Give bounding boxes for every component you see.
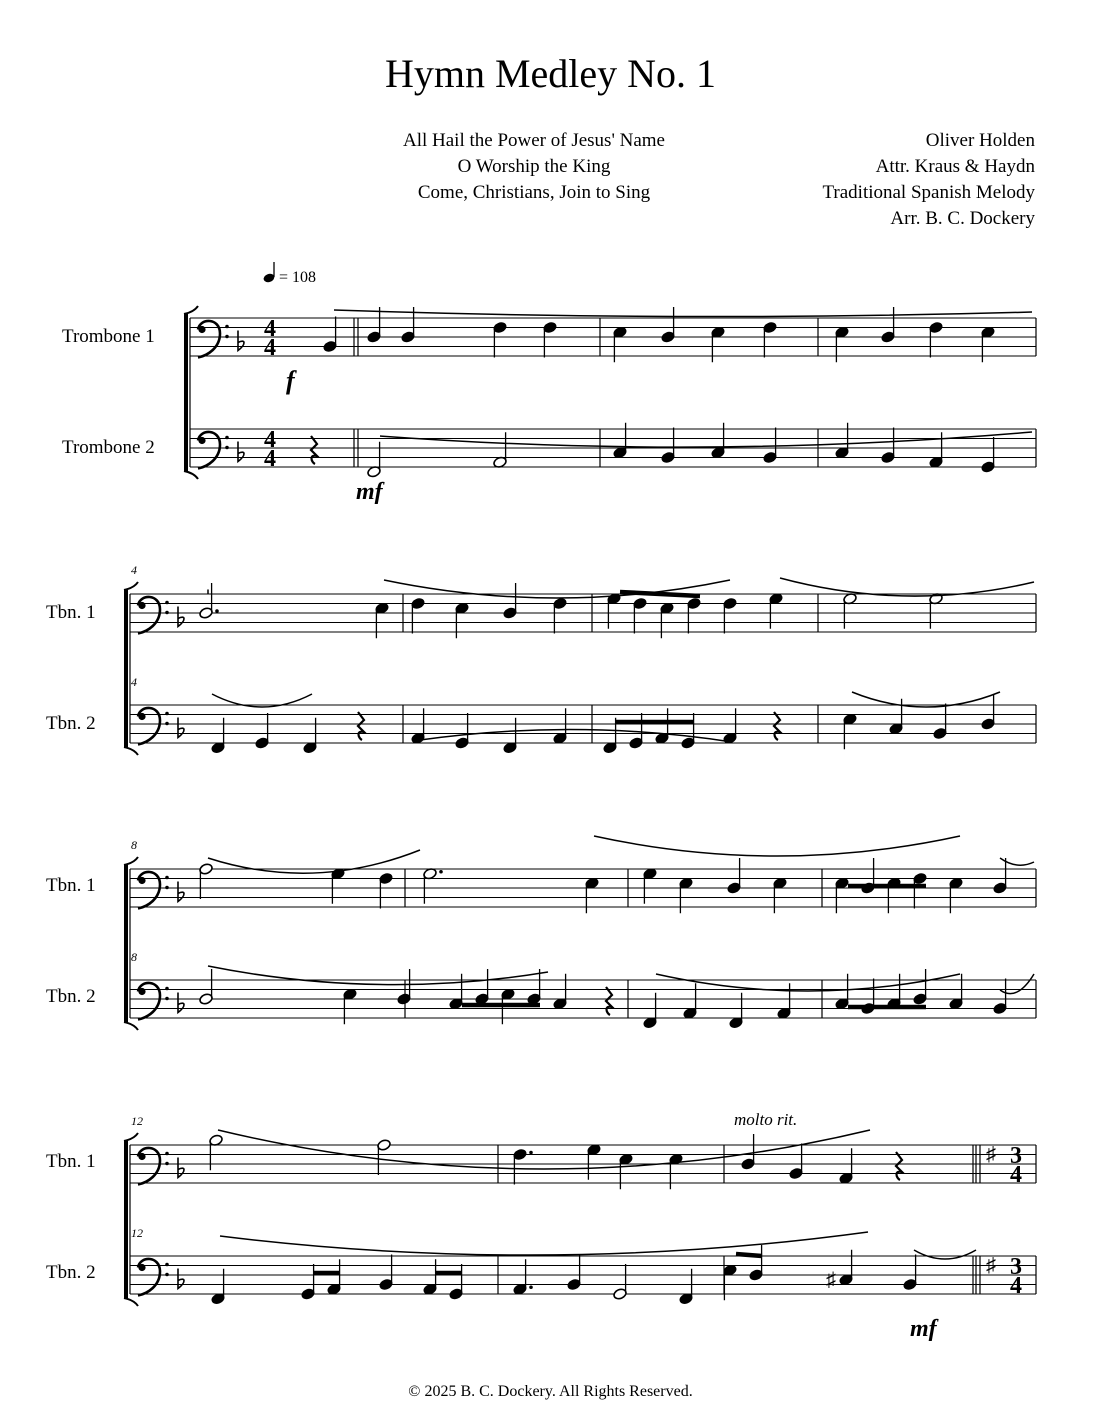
time-signature-denominator: 4 bbox=[1010, 1273, 1022, 1299]
bass-clef-dot bbox=[165, 722, 169, 726]
slur bbox=[914, 1250, 976, 1259]
system-bracket bbox=[124, 857, 138, 865]
credit-4: Arr. B. C. Dockery bbox=[890, 208, 1035, 229]
note-dot bbox=[439, 870, 443, 874]
measure-number-12: 12 bbox=[131, 1114, 143, 1128]
time-signature-numerator: 4 bbox=[264, 316, 276, 342]
flat-key-signature-icon bbox=[238, 331, 244, 351]
system-bracket bbox=[124, 747, 138, 755]
bass-clef-dot bbox=[138, 988, 145, 995]
bass-clef-dot bbox=[165, 611, 169, 615]
sharp-accidental-icon: ♯ bbox=[826, 1268, 836, 1291]
slur bbox=[208, 966, 548, 985]
flat-key-signature-icon bbox=[178, 1158, 184, 1178]
instrument-label-tbn-2-sys3: Tbn. 2 bbox=[46, 986, 96, 1007]
instrument-label-trombone-2: Trombone 2 bbox=[62, 437, 155, 458]
quarter-rest-icon bbox=[311, 436, 317, 464]
copyright-footer: © 2025 B. C. Dockery. All Rights Reserved. bbox=[408, 1383, 693, 1400]
bass-clef-dot bbox=[198, 437, 205, 444]
system-bracket bbox=[124, 1133, 138, 1141]
quarter-rest-icon bbox=[358, 712, 364, 740]
bass-clef-dot bbox=[165, 997, 169, 1001]
instrument-label-tbn-2-sys4: Tbn. 2 bbox=[46, 1262, 96, 1283]
slur bbox=[594, 836, 960, 856]
beam bbox=[736, 1254, 762, 1256]
bass-clef-dot bbox=[165, 1152, 169, 1156]
instrument-label-tbn-1-sys2: Tbn. 1 bbox=[46, 602, 96, 623]
instrument-label-tbn-1-sys3: Tbn. 1 bbox=[46, 875, 96, 896]
expression-molto-rit: molto rit. bbox=[734, 1110, 798, 1129]
quarter-rest-icon bbox=[896, 1152, 902, 1180]
bass-clef-dot bbox=[138, 1153, 145, 1160]
bass-clef-dot bbox=[138, 713, 145, 720]
credit-2: Attr. Kraus & Haydn bbox=[875, 156, 1035, 177]
bass-clef-dot bbox=[138, 602, 145, 609]
bass-clef-dot bbox=[165, 601, 169, 605]
bass-clef-dot bbox=[165, 712, 169, 716]
flat-key-signature-icon bbox=[238, 442, 244, 462]
flat-key-signature-icon bbox=[178, 607, 184, 627]
hymn-title-3: Come, Christians, Join to Sing bbox=[417, 182, 651, 203]
dynamic-forte: f bbox=[286, 366, 295, 395]
measure-number-8-lower: 8 bbox=[131, 950, 137, 964]
time-signature-numerator: 3 bbox=[1010, 1254, 1022, 1280]
slur bbox=[208, 850, 420, 873]
bass-clef-dot bbox=[165, 987, 169, 991]
time-signature-denominator: 4 bbox=[1010, 1162, 1022, 1188]
slur bbox=[380, 432, 1032, 447]
bass-clef-dot bbox=[138, 877, 145, 884]
slur bbox=[334, 310, 1032, 317]
sharp-key-signature-icon: ♯ bbox=[986, 1254, 996, 1277]
tempo-value: = 108 bbox=[279, 269, 317, 286]
flat-key-signature-icon bbox=[178, 1269, 184, 1289]
measure-number-4: 4 bbox=[131, 563, 137, 577]
measure-number-4-lower: 4 bbox=[131, 675, 137, 689]
time-signature-denominator: 4 bbox=[264, 335, 276, 361]
system-bracket bbox=[124, 1022, 138, 1030]
note-dot bbox=[529, 1151, 533, 1155]
bass-clef-dot bbox=[165, 1273, 169, 1277]
measure-number-12-lower: 12 bbox=[131, 1226, 143, 1240]
instrument-label-trombone-1: Trombone 1 bbox=[62, 326, 155, 347]
sharp-key-signature-icon: ♯ bbox=[986, 1143, 996, 1166]
hymn-title-2: O Worship the King bbox=[457, 156, 611, 177]
system-bracket bbox=[184, 306, 198, 314]
system-bracket bbox=[124, 1298, 138, 1306]
note-dot bbox=[529, 1285, 533, 1289]
quarter-rest-icon bbox=[774, 712, 780, 740]
quarter-rest-icon bbox=[606, 987, 612, 1015]
credit-1: Oliver Holden bbox=[925, 130, 1035, 151]
bass-clef-dot bbox=[225, 335, 229, 339]
system-bracket bbox=[124, 582, 138, 590]
bass-clef-dot bbox=[225, 446, 229, 450]
instrument-label-tbn-1-sys4: Tbn. 1 bbox=[46, 1151, 96, 1172]
tempo-marking bbox=[262, 262, 316, 286]
bass-clef-dot bbox=[198, 326, 205, 333]
page-title: Hymn Medley No. 1 bbox=[384, 51, 717, 96]
bass-clef-dot bbox=[165, 1162, 169, 1166]
dynamic-mezzo-forte: mf bbox=[356, 479, 383, 505]
dynamic-mezzo-forte-end: mf bbox=[910, 1316, 937, 1342]
bass-clef-dot bbox=[138, 1264, 145, 1271]
time-signature-numerator: 4 bbox=[264, 427, 276, 453]
time-signature-numerator: 3 bbox=[1010, 1143, 1022, 1169]
note-dot bbox=[215, 609, 219, 613]
bass-clef-dot bbox=[165, 1263, 169, 1267]
bass-clef-dot bbox=[225, 325, 229, 329]
bass-clef-dot bbox=[225, 436, 229, 440]
flat-key-signature-icon bbox=[178, 718, 184, 738]
flat-key-signature-icon bbox=[178, 993, 184, 1013]
notes bbox=[199, 307, 1008, 1305]
slur bbox=[656, 974, 960, 991]
flat-key-signature-icon bbox=[178, 882, 184, 902]
hymn-title-1: All Hail the Power of Jesus' Name bbox=[403, 130, 665, 151]
credit-3: Traditional Spanish Melody bbox=[822, 182, 1035, 203]
measure-number-8: 8 bbox=[131, 838, 137, 852]
slur bbox=[218, 1130, 870, 1169]
slur bbox=[780, 578, 1034, 596]
time-signature-denominator: 4 bbox=[264, 446, 276, 472]
slur bbox=[220, 1232, 868, 1255]
bass-clef-dot bbox=[165, 886, 169, 890]
instrument-label-tbn-2-sys2: Tbn. 2 bbox=[46, 713, 96, 734]
system-bracket bbox=[184, 471, 198, 479]
bass-clef-dot bbox=[165, 876, 169, 880]
